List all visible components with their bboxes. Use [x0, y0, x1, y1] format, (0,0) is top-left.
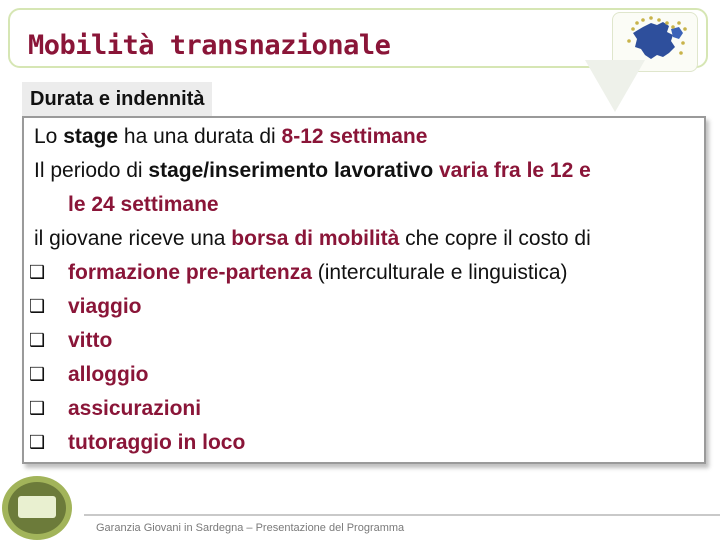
text-segment: ha una durata di [118, 125, 282, 148]
text-segment: Lo [34, 125, 64, 148]
checkbox-bullet-icon: ❑ [29, 262, 46, 283]
text-segment: il giovane riceve una [34, 227, 232, 250]
list-item [68, 362, 149, 388]
text-segment: stage/inserimento lavorativo [148, 159, 434, 182]
footer-divider [84, 514, 720, 516]
text-segment: 8-12 settimane [281, 125, 428, 148]
text-segment: borsa di mobilità [231, 227, 400, 250]
content-box [22, 116, 706, 464]
checkbox-bullet-icon: ❑ [29, 364, 46, 385]
text-segment: Il periodo di [34, 159, 149, 182]
page-title: Mobilità transnazionale [28, 30, 391, 61]
text-segment: varia fra le 12 e [433, 159, 591, 182]
list-item [68, 396, 201, 422]
watermark-decoration [585, 60, 645, 112]
text-segment: che copre il costo di [399, 227, 591, 250]
list-item [68, 430, 245, 456]
list-item-label: viaggio [68, 295, 142, 318]
checkbox-bullet-icon: ❑ [29, 398, 46, 419]
footer-text: Garanzia Giovani in Sardegna – Presentazione del Programma [96, 522, 405, 534]
list-item [68, 294, 142, 320]
list-item-label: formazione pre-partenza [68, 261, 312, 284]
checkbox-bullet-icon: ❑ [29, 330, 46, 351]
garanzia-giovani-logo-icon [2, 476, 72, 540]
checkbox-bullet-icon: ❑ [29, 296, 46, 317]
list-item-extra: (interculturale e linguistica) [311, 261, 568, 284]
list-item [68, 260, 568, 286]
period-line-continued [68, 192, 219, 218]
period-line [34, 158, 591, 184]
list-item [68, 328, 112, 354]
text-segment: stage [63, 125, 119, 148]
title-bar [8, 8, 708, 68]
logo-badge [18, 496, 56, 518]
list-item-label: tutoraggio in loco [68, 431, 246, 454]
duration-line [34, 124, 427, 150]
list-item-label: vitto [68, 329, 113, 352]
text-segment: le 24 settimane [68, 193, 219, 216]
checkbox-bullet-icon: ❑ [29, 432, 46, 453]
list-item-label: assicurazioni [68, 397, 202, 420]
list-item-label: alloggio [68, 363, 149, 386]
grant-line [34, 226, 591, 252]
section-subtitle: Durata e indennità [22, 82, 212, 116]
